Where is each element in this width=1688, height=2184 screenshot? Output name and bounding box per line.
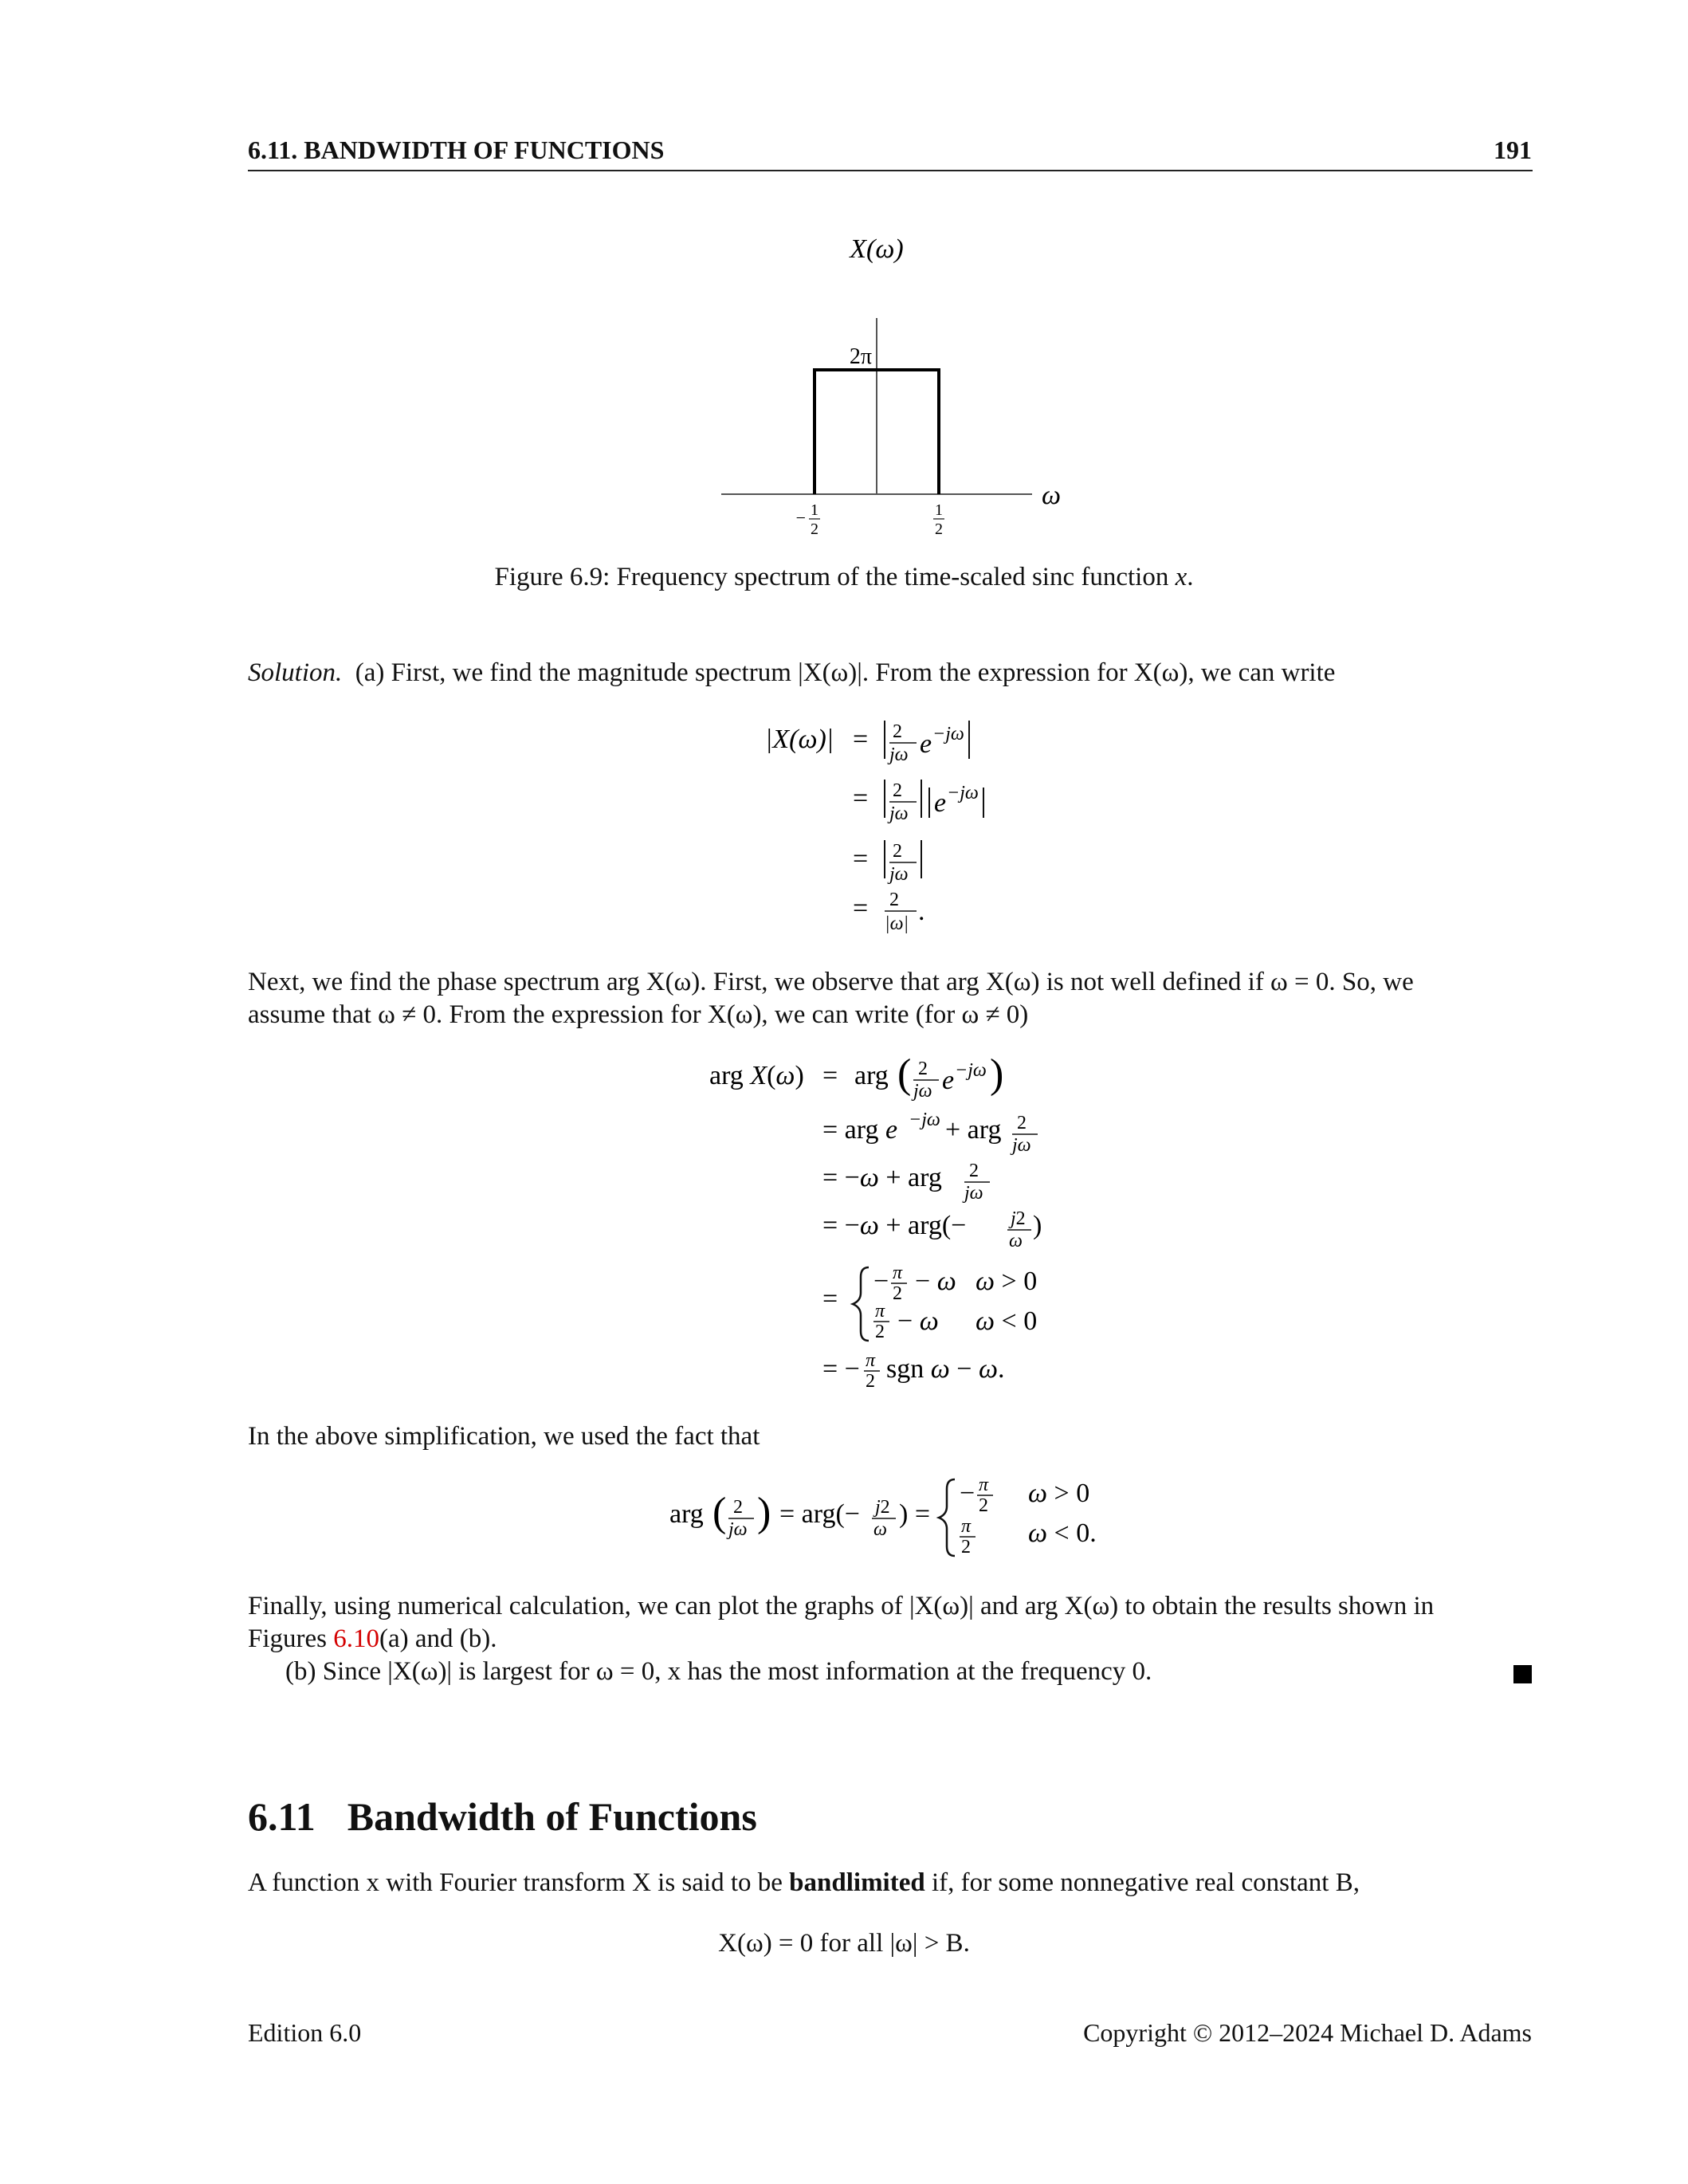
section-number: 6.11 bbox=[248, 1794, 316, 1839]
footer-copyright: Copyright © 2012–2024 Michael D. Adams bbox=[1083, 2018, 1532, 2047]
running-header-title: 6.11. BANDWIDTH OF FUNCTIONS bbox=[248, 136, 665, 164]
footer-edition: Edition 6.0 bbox=[248, 2018, 362, 2047]
intro-text-a: A function x with Fourier transform X is said to be bbox=[248, 1868, 790, 1897]
figure-ref-link[interactable]: 6.10 bbox=[333, 1624, 379, 1653]
solution-paragraph bbox=[248, 657, 1533, 689]
svg-text:1: 1 bbox=[935, 501, 943, 519]
svg-text:2: 2 bbox=[875, 1322, 885, 1342]
svg-text:2: 2 bbox=[893, 721, 902, 742]
svg-text:2: 2 bbox=[889, 890, 899, 910]
spectrum-chart bbox=[701, 227, 1084, 550]
svg-text:π: π bbox=[875, 1301, 885, 1322]
svg-text:2: 2 bbox=[961, 1537, 971, 1557]
svg-text:−jω: −jω bbox=[909, 1110, 940, 1130]
final-line1: Finally, using numerical calculation, we can plot the graphs of |X(ω)| and arg X(ω) to obtain the results shown in bbox=[248, 1592, 1435, 1620]
svg-text:ω < 0: ω < 0 bbox=[976, 1306, 1038, 1336]
svg-text:e: e bbox=[920, 729, 932, 759]
svg-text:π: π bbox=[979, 1475, 989, 1495]
svg-text:=: = bbox=[853, 725, 869, 754]
svg-text:jω: jω bbox=[964, 1183, 983, 1204]
section-heading bbox=[248, 1793, 757, 1840]
svg-text:=: = bbox=[853, 784, 869, 813]
figure-caption bbox=[0, 563, 1688, 592]
x-axis-label: ω bbox=[1042, 481, 1062, 510]
svg-text:2: 2 bbox=[866, 1371, 875, 1392]
svg-text:arg: arg bbox=[669, 1499, 704, 1529]
svg-text:jω: jω bbox=[1012, 1135, 1031, 1156]
caption-text: Figure 6.9: Frequency spectrum of the time-scaled sinc function bbox=[494, 563, 1176, 591]
svg-text:−jω: −jω bbox=[932, 724, 964, 744]
svg-text:π: π bbox=[866, 1350, 876, 1371]
svg-text:−: − bbox=[960, 1479, 976, 1508]
solution-part-a: (a) First, we find the magnitude spectrum |X(ω)|. From the expression for X(ω), we can write bbox=[355, 658, 1336, 687]
caption-end: . bbox=[1187, 563, 1194, 591]
svg-text:2: 2 bbox=[811, 520, 818, 538]
header-rule bbox=[248, 170, 1533, 171]
svg-text:.: . bbox=[918, 897, 925, 926]
svg-text:π: π bbox=[893, 1263, 903, 1283]
page-number: 191 bbox=[1494, 136, 1532, 164]
svg-text:−jω: −jω bbox=[955, 1060, 987, 1081]
svg-text:jω: jω bbox=[728, 1519, 748, 1540]
svg-text:= arg(−: = arg(− bbox=[779, 1499, 860, 1529]
svg-text:): ) bbox=[757, 1490, 771, 1535]
svg-text:j2: j2 bbox=[1011, 1208, 1026, 1229]
svg-text:+ arg: + arg bbox=[945, 1115, 1002, 1145]
svg-text:): ) bbox=[1033, 1211, 1042, 1240]
tick-label-pos-half bbox=[933, 501, 944, 538]
tick-label-neg-half bbox=[796, 501, 820, 538]
svg-text:−: − bbox=[873, 1267, 889, 1296]
qed-symbol bbox=[1513, 1665, 1532, 1683]
svg-text:2: 2 bbox=[893, 780, 902, 801]
caption-variable: x bbox=[1175, 563, 1187, 591]
svg-text:ω > 0: ω > 0 bbox=[976, 1267, 1038, 1296]
svg-text:jω: jω bbox=[889, 803, 909, 824]
svg-text:ω: ω bbox=[873, 1519, 887, 1540]
svg-text:− ω: − ω bbox=[915, 1267, 956, 1296]
svg-text:2: 2 bbox=[969, 1161, 979, 1181]
svg-text:2: 2 bbox=[893, 841, 902, 862]
intro-text-b: if, for some nonnegative real constant B, bbox=[924, 1868, 1360, 1897]
svg-text:1: 1 bbox=[811, 501, 818, 519]
final-line2 bbox=[248, 1623, 497, 1656]
svg-text:2: 2 bbox=[979, 1495, 988, 1516]
svg-text:=: = bbox=[853, 894, 869, 923]
svg-text:ω > 0: ω > 0 bbox=[1028, 1479, 1090, 1508]
y-axis-label: X(ω) bbox=[850, 234, 904, 264]
svg-text:jω: jω bbox=[913, 1081, 932, 1102]
final-line2-suffix: (a) and (b). bbox=[379, 1624, 497, 1653]
svg-text:2: 2 bbox=[1017, 1113, 1027, 1133]
svg-text:= −ω + arg: = −ω + arg bbox=[822, 1163, 942, 1192]
solution-part-b: (b) Since |X(ω)| is largest for ω = 0, x has the most information at the frequency 0. bbox=[285, 1657, 1152, 1686]
svg-text:arg: arg bbox=[854, 1061, 889, 1090]
svg-text:2: 2 bbox=[918, 1059, 928, 1079]
phase-equations bbox=[701, 1044, 1116, 1395]
svg-text:e: e bbox=[942, 1066, 955, 1095]
svg-text:arg X(ω): arg X(ω) bbox=[709, 1061, 804, 1090]
svg-text:(: ( bbox=[897, 1051, 912, 1097]
magnitude-equations bbox=[741, 711, 1044, 950]
svg-text:ω < 0.: ω < 0. bbox=[1028, 1518, 1097, 1548]
solution-label: Solution. bbox=[248, 658, 343, 687]
svg-text:): ) bbox=[990, 1051, 1004, 1097]
svg-text:(: ( bbox=[712, 1490, 727, 1535]
svg-text:=: = bbox=[853, 844, 869, 874]
section-title: Bandwidth of Functions bbox=[347, 1794, 757, 1839]
svg-text:2: 2 bbox=[733, 1497, 743, 1518]
fact-equation bbox=[661, 1467, 1124, 1570]
fact-text: In the above simplification, we used the fact that bbox=[248, 1422, 760, 1451]
svg-text:) =: ) = bbox=[899, 1499, 930, 1529]
bandlimit-equation: X(ω) = 0 for all |ω| > B. bbox=[718, 1929, 970, 1958]
svg-text:2: 2 bbox=[893, 1283, 902, 1304]
phase-intro-line2: assume that ω ≠ 0. From the expression for X(ω), we can write (for ω ≠ 0) bbox=[248, 1000, 1029, 1029]
svg-text:j2: j2 bbox=[875, 1497, 890, 1518]
bandlimited-term: bandlimited bbox=[789, 1868, 925, 1897]
svg-text:jω: jω bbox=[889, 864, 909, 885]
svg-text:|X(ω)|: |X(ω)| bbox=[765, 725, 834, 754]
svg-text:= −ω + arg(−: = −ω + arg(− bbox=[822, 1211, 967, 1240]
svg-text:jω: jω bbox=[889, 744, 909, 765]
svg-text:= −: = − bbox=[822, 1354, 860, 1384]
peak-value-label: 2π bbox=[849, 344, 873, 369]
svg-text:−: − bbox=[795, 508, 806, 528]
svg-text:=: = bbox=[822, 1061, 838, 1090]
svg-text:=: = bbox=[822, 1284, 838, 1314]
svg-text:2: 2 bbox=[935, 520, 943, 538]
svg-text:e: e bbox=[934, 788, 947, 818]
phase-intro-line1: Next, we find the phase spectrum arg X(ω). First, we observe that arg X(ω) is not well defined if ω = 0. So, we bbox=[248, 968, 1414, 996]
svg-text:−jω: −jω bbox=[947, 783, 979, 803]
svg-text:|ω|: |ω| bbox=[885, 913, 909, 934]
svg-text:sgn ω − ω.: sgn ω − ω. bbox=[886, 1354, 1005, 1384]
section-intro bbox=[248, 1867, 1533, 1899]
svg-text:ω: ω bbox=[1009, 1231, 1023, 1251]
final-line2-prefix: Figures bbox=[248, 1624, 334, 1653]
svg-text:= arg e: = arg e bbox=[822, 1115, 898, 1145]
svg-text:− ω: − ω bbox=[897, 1306, 939, 1336]
svg-text:π: π bbox=[961, 1516, 972, 1537]
